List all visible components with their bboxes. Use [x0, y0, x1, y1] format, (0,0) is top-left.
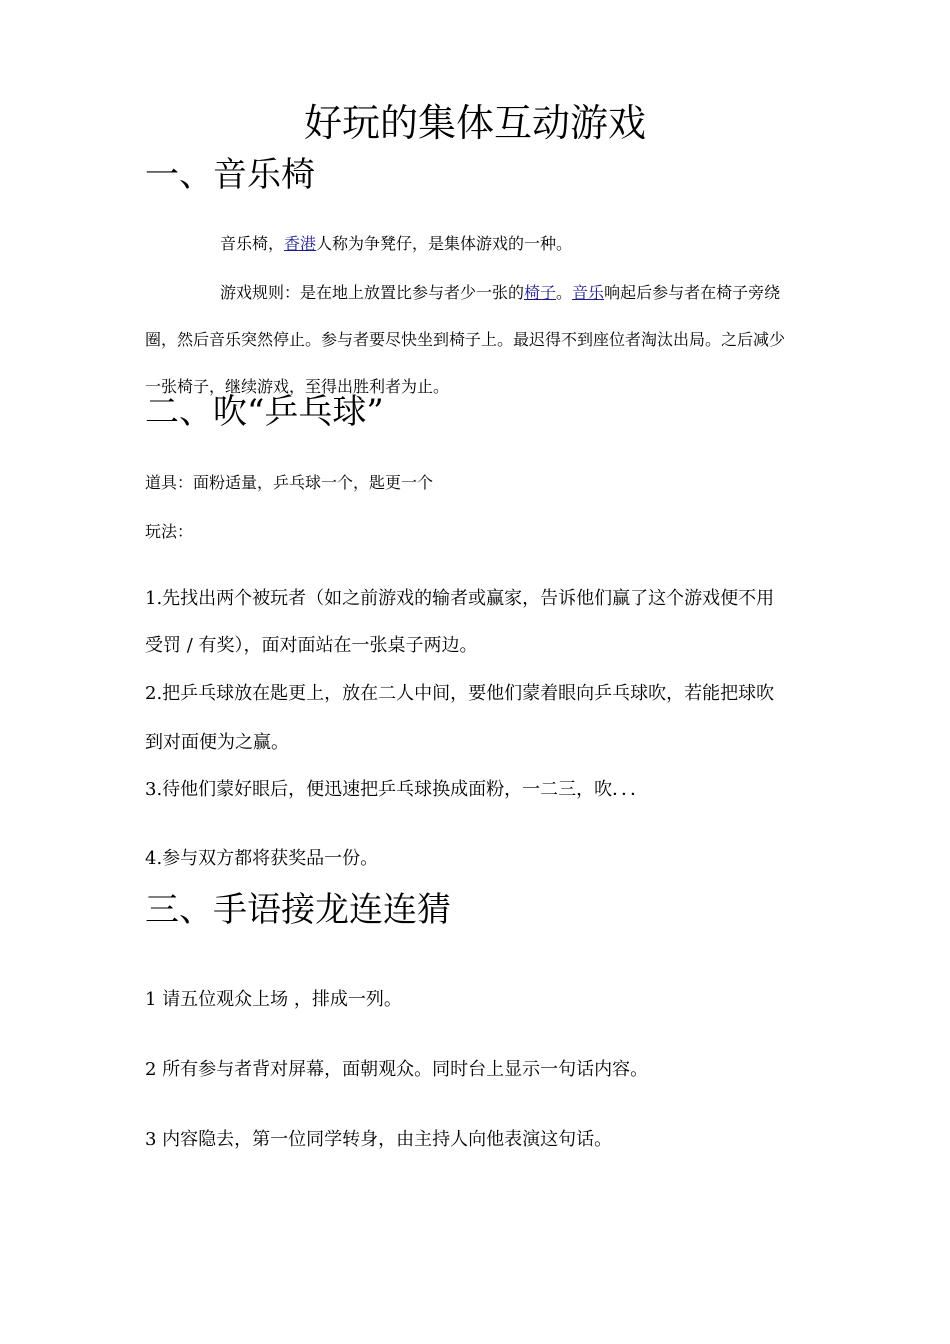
section1-paragraph2-line1 [220, 282, 780, 304]
section1-paragraph2-line2: 圈，然后音乐突然停止。参与者要尽快坐到椅子上。最迟得不到座位者淘汰出局。之后减少 [145, 330, 786, 349]
section1-p2-text-c: 响起后参与者在椅子旁绕 [604, 283, 781, 302]
section1-p2-text-b: 。 [556, 283, 573, 302]
section2-method-label: 玩法： [145, 522, 194, 541]
section3-step1: 1 请五位观众上场 ，排成一列。 [145, 989, 402, 1010]
section3-step3: 3 内容隐去，第一位同学转身，由主持人向他表演这句话。 [145, 1129, 613, 1150]
section3-step2: 2 所有参与者背对屏幕，面朝观众。同时台上显示一句话内容。 [145, 1059, 649, 1080]
section2-props: 道具：面粉适量，乒乓球一个，匙更一个 [145, 473, 434, 492]
section2-step4: 4.参与双方都将获奖品一份。 [145, 848, 379, 869]
section1-p1-text-a: 音乐椅， [220, 234, 285, 253]
section1-heading: 一、音乐椅 [145, 155, 315, 195]
section1-paragraph1 [220, 233, 572, 255]
link-hongkong[interactable]: 香港 [284, 234, 317, 253]
document-title: 好玩的集体互动游戏 [303, 101, 646, 145]
section2-step2-line2: 到对面便为之赢。 [145, 732, 289, 753]
section3-heading: 三、手语接龙连连猜 [145, 890, 451, 930]
section2-step1-line2: 受罚 / 有奖），面对面站在一张桌子两边。 [145, 635, 478, 656]
section1-p1-text-b: 人称为争凳仔，是集体游戏的一种。 [316, 234, 573, 253]
section2-step1-line1: 1.先找出两个被玩者（如之前游戏的输者或赢家，告诉他们赢了这个游戏便不用 [145, 588, 775, 609]
section1-p2-text-a: 游戏规则：是在地上放置比参与者少一张的 [220, 283, 525, 302]
link-music[interactable]: 音乐 [572, 283, 605, 302]
section1-paragraph2-line3: 一张椅子，继续游戏，至得出胜利者为止。 [145, 377, 450, 396]
section2-step3: 3.待他们蒙好眼后，便迅速把乒乓球换成面粉，一二三，吹．．． [145, 779, 649, 800]
link-chair[interactable]: 椅子 [524, 283, 557, 302]
section2-step2-line1: 2.把乒乓球放在匙更上，放在二人中间，要他们蒙着眼向乒乓球吹，若能把球吹 [145, 683, 775, 704]
section2-heading: 二、吹“乒乓球” [145, 392, 384, 432]
